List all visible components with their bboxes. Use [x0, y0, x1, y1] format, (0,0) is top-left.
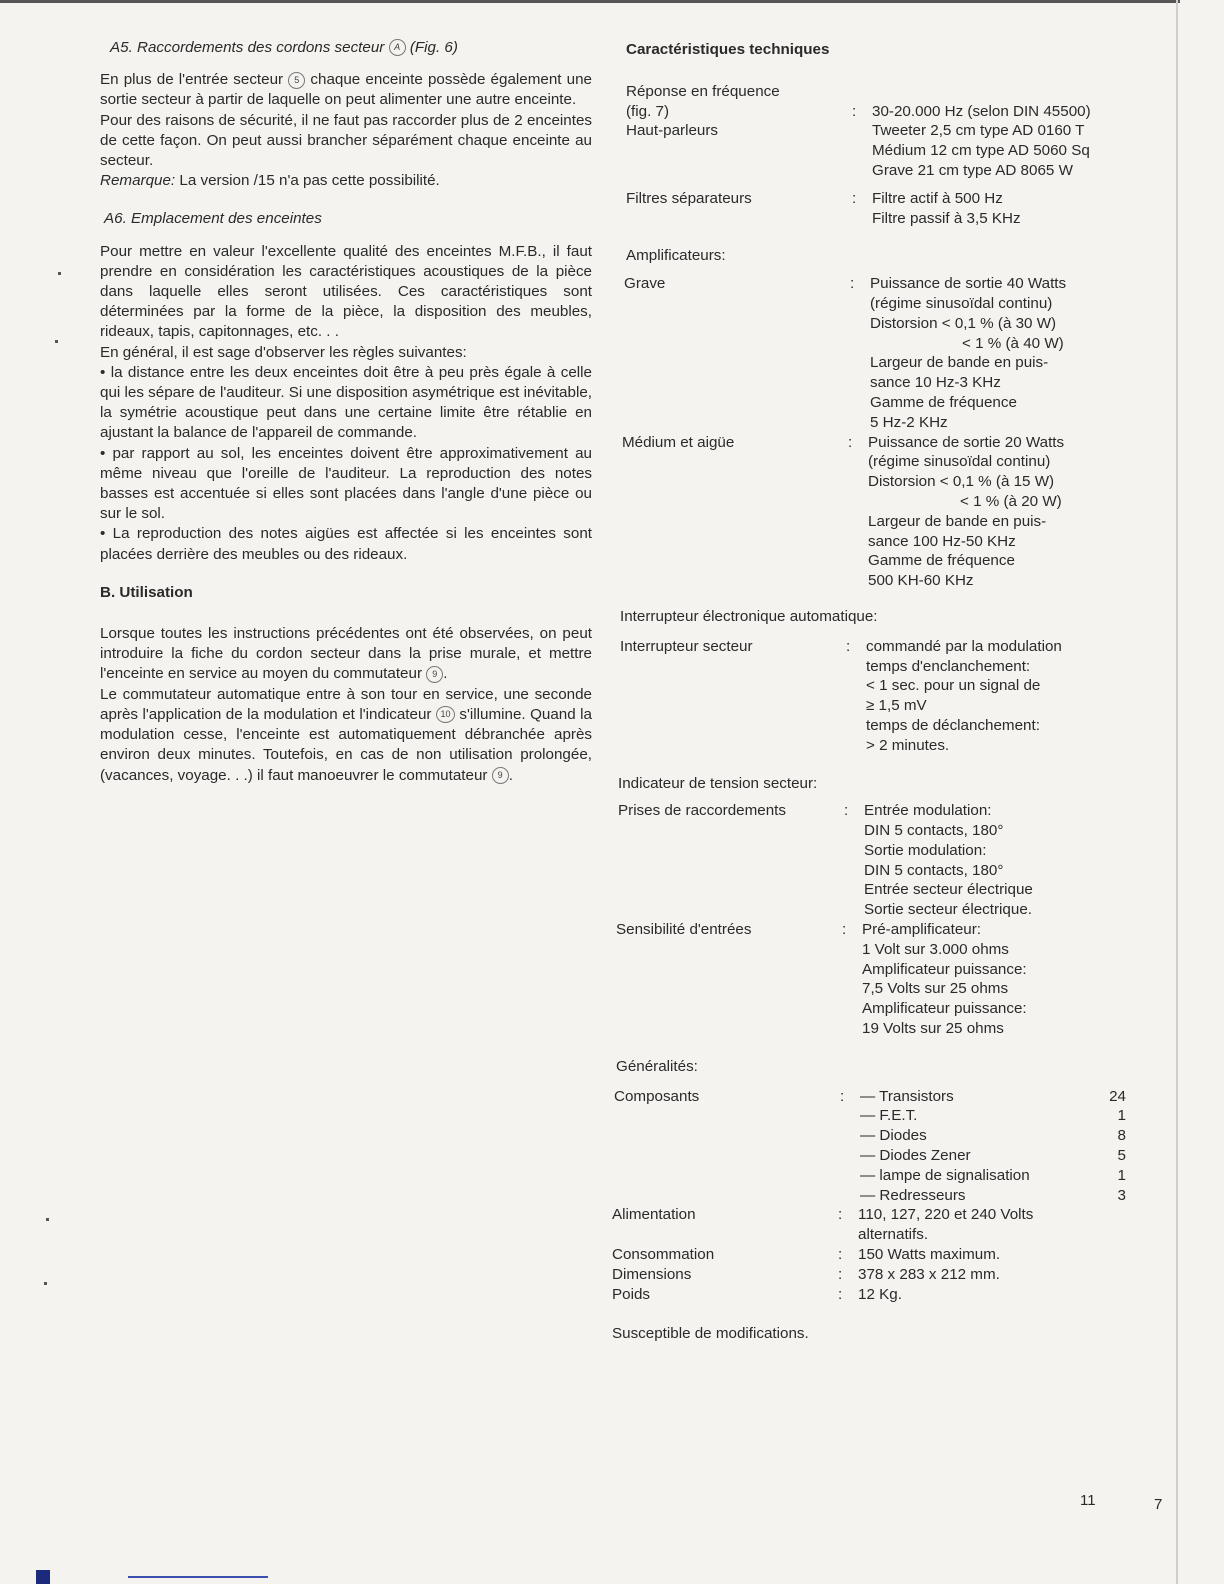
section-a6-title: A6. Emplacement des enceintes: [104, 210, 322, 228]
spec-label: Filtres séparateurs: [626, 189, 752, 207]
spec-colon: :: [844, 802, 849, 820]
spec-value: < 1 sec. pour un signal de: [866, 677, 1041, 695]
callout-marker: A: [389, 39, 406, 56]
page-top-border: [0, 0, 1180, 3]
spec-value: 5 Hz-2 KHz: [870, 413, 948, 431]
spec-colon: :: [848, 433, 853, 451]
spec-colon: :: [838, 1265, 843, 1283]
spec-value: (régime sinusoïdal continu): [870, 294, 1053, 312]
spec-value: < 1 % (à 20 W): [960, 492, 1062, 510]
spec-colon: :: [842, 921, 847, 939]
spec-sensitivity: [616, 920, 1122, 1039]
spec-colon: :: [852, 189, 857, 207]
callout-marker: 9: [426, 666, 443, 683]
spec-value: Distorsion < 0,1 % (à 30 W): [870, 314, 1057, 332]
spec-value: Puissance de sortie 20 Watts: [868, 433, 1065, 451]
spec-dimensions: [612, 1265, 1122, 1285]
spec-value: sance 10 Hz-3 KHz: [870, 374, 1001, 392]
spec-colon: :: [852, 102, 857, 120]
margin-mark: [55, 340, 58, 343]
spec-value: alternatifs.: [858, 1226, 929, 1244]
text: Lorsque toutes les instructions précédentes ont été observées, on peut introduire la fiche du cordon secteur dans la prise murale, et mettre l'enceinte en service au moyen du commutateur: [100, 625, 592, 683]
component-name: — Diodes: [860, 1127, 927, 1145]
spec-label: (fig. 7): [626, 102, 670, 120]
component-count: 3: [1117, 1186, 1126, 1204]
spec-grave: [624, 274, 1122, 432]
spec-value: 378 x 283 x 212 mm.: [858, 1265, 1000, 1283]
remark-label: Remarque:: [100, 172, 176, 190]
indicator-heading: Indicateur de tension secteur:: [618, 774, 818, 792]
spec-label: Réponse en fréquence: [626, 82, 780, 100]
page-right-edge: [1176, 0, 1178, 1584]
spec-value: sance 100 Hz-50 KHz: [868, 532, 1016, 550]
spec-value: Amplificateur puissance:: [862, 960, 1027, 978]
text: .: [508, 766, 513, 784]
margin-mark: [46, 1218, 49, 1221]
spec-value: (régime sinusoïdal continu): [868, 453, 1051, 471]
spec-value: 19 Volts sur 25 ohms: [862, 1020, 1004, 1038]
spec-label: Alimentation: [612, 1206, 696, 1224]
bullet-item: • par rapport au sol, les enceintes doivent être approximativement au même niveau que l'oreille de l'auditeur. La reproduction des notes basses est accentuée si elles sont placées dans l'angle d'une pièce ou sur le sol.: [100, 444, 592, 523]
spec-value: temps d'enclanchement:: [866, 657, 1031, 675]
spec-label: Grave: [624, 275, 666, 293]
spec-label: Sensibilité d'entrées: [616, 921, 752, 939]
figure-ref: (Fig. 6): [409, 39, 458, 56]
spec-label: Prises de raccordements: [618, 802, 786, 820]
spec-power: [612, 1205, 1122, 1245]
spec-value: ≥ 1,5 mV: [866, 697, 927, 715]
component-row: [860, 1166, 1126, 1186]
spec-colon: :: [850, 275, 855, 293]
spec-consumption: [612, 1245, 1122, 1265]
text: En plus de l'entrée secteur: [100, 71, 284, 89]
spec-value: Tweeter 2,5 cm type AD 0160 T: [872, 122, 1085, 140]
spec-value: 110, 127, 220 et 240 Volts: [858, 1206, 1034, 1224]
spec-value: Sortie secteur électrique.: [864, 901, 1032, 919]
right-column: [612, 40, 1126, 1344]
spec-label: Poids: [612, 1285, 650, 1303]
paragraph: Pour mettre en valeur l'excellente qualité des enceintes M.F.B., il faut prendre en considération les caractéristiques acoustiques de la pièce dans laquelle elles seront utilisées. Ces caractéristiques sont déterminées par la forme de la pièce, la disposition des meubles, rideaux, tapis, capitonnages, etc. . .: [100, 242, 592, 341]
spec-value: Distorsion < 0,1 % (à 15 W): [868, 473, 1055, 491]
spec-colon: :: [838, 1285, 843, 1303]
component-row: [860, 1087, 1126, 1107]
bullet-item: • la distance entre les deux enceintes doit être à peu près égale à celle qui les sépare de l'auditeur. Si une disposition asymétrique est inévitable, la symétrie acoustique peut dans une certaine limite être rétablie en ajustant la balance de l'appareil de commande.: [100, 363, 592, 442]
spec-label: Composants: [614, 1087, 700, 1105]
component-row: [860, 1186, 1126, 1206]
spec-label: Dimensions: [612, 1265, 692, 1283]
margin-mark: [44, 1282, 47, 1285]
left-column: [100, 38, 592, 786]
callout-marker: 9: [492, 767, 509, 784]
text: chaque enceinte possède également une sortie secteur à partir de laquelle on peut alimenter une autre enceinte.: [100, 71, 592, 109]
footer-note: Susceptible de modifications.: [612, 1325, 809, 1343]
general-heading: Généralités:: [616, 1057, 698, 1075]
spec-value: Grave 21 cm type AD 8065 W: [872, 161, 1073, 179]
component-name: — Diodes Zener: [860, 1147, 971, 1165]
spec-value: Largeur de bande en puis-: [870, 354, 1049, 372]
page-mark: 7: [1154, 1496, 1163, 1513]
paragraph: [100, 685, 592, 786]
spec-value: 7,5 Volts sur 25 ohms: [862, 980, 1009, 998]
spec-value: 12 Kg.: [858, 1285, 902, 1303]
spec-switch: [620, 637, 1122, 756]
callout-marker: 5: [288, 72, 305, 89]
page-bottom-mark: [128, 1576, 268, 1578]
spec-speakers: [626, 121, 1122, 180]
spec-value: 30-20.000 Hz (selon DIN 45500): [872, 102, 1091, 120]
spec-response: [626, 82, 1122, 122]
text: Le commutateur automatique entre à son tour en service, une seconde après l'application de la modulation et l'indicateur: [100, 685, 592, 723]
spec-value: DIN 5 contacts, 180°: [864, 861, 1004, 879]
section-a5-title-text: A5. Raccordements des cordons secteur: [110, 39, 385, 56]
paragraph: Pour des raisons de sécurité, il ne faut pas raccorder plus de 2 enceintes de cette façon. On peut aussi brancher séparément chaque enceinte au secteur.: [100, 111, 592, 170]
text: .: [443, 665, 448, 683]
component-count: 8: [1117, 1127, 1126, 1145]
page-corner-mark: [36, 1570, 50, 1584]
component-name: — F.E.T.: [860, 1107, 918, 1125]
spec-values: [872, 121, 1122, 180]
spec-value: commandé par la modulation: [866, 637, 1062, 655]
spec-value: 1 Volt sur 3.000 ohms: [862, 940, 1009, 958]
spec-value: temps de déclanchement:: [866, 716, 1040, 734]
callout-marker: 10: [436, 706, 455, 723]
component-count: 1: [1117, 1166, 1126, 1184]
component-row: [860, 1146, 1126, 1166]
spec-value: Largeur de bande en puis-: [868, 512, 1047, 530]
spec-label: Haut-parleurs: [626, 122, 719, 140]
spec-value: Pré-amplificateur:: [862, 921, 982, 939]
component-name: — Redresseurs: [860, 1186, 966, 1204]
paragraph: En général, il est sage d'observer les règles suivantes:: [100, 343, 467, 361]
component-name: — lampe de signalisation: [860, 1166, 1030, 1184]
spec-label: Médium et aigüe: [622, 433, 735, 451]
spec-value: 150 Watts maximum.: [858, 1246, 1001, 1264]
spec-value: Gamme de fréquence: [870, 393, 1017, 411]
spec-value: Filtre passif à 3,5 KHz: [872, 209, 1021, 227]
spec-value: Entrée modulation:: [864, 802, 992, 820]
component-count: 1: [1117, 1107, 1126, 1125]
component-name: — Transistors: [860, 1087, 954, 1105]
spec-value: > 2 minutes.: [866, 736, 950, 754]
spec-label: Interrupteur secteur: [620, 637, 753, 655]
spec-value: Entrée secteur électrique: [864, 881, 1033, 899]
spec-value: Gamme de fréquence: [868, 552, 1015, 570]
spec-label: Consommation: [612, 1246, 715, 1264]
specs-title: Caractéristiques techniques: [626, 41, 830, 58]
paragraph: [100, 70, 592, 110]
component-count: 24: [1109, 1087, 1126, 1105]
margin-mark: [58, 272, 61, 275]
spec-weight: [612, 1285, 1122, 1305]
bullet-item: • La reproduction des notes aigües est affectée si les enceintes sont placées derrière des meubles ou des rideaux.: [100, 525, 592, 563]
component-row: [860, 1106, 1126, 1126]
spec-value: Puissance de sortie 40 Watts: [870, 275, 1067, 293]
spec-colon: :: [846, 637, 851, 655]
text: s'illumine. Quand la modulation cesse, l'enceinte est automatiquement débranchée après environ deux minutes. Toutefois, en cas de non utilisation prolongée, (vacances, voyage. . .) il faut manoeuvrer le commutateur: [100, 705, 592, 784]
switch-heading: Interrupteur électronique automatique:: [620, 607, 878, 625]
spec-value: Amplificateur puissance:: [862, 1000, 1027, 1018]
spec-value: Médium 12 cm type AD 5060 Sq: [872, 142, 1090, 160]
spec-filters: [626, 189, 1122, 229]
spec-medium: [622, 433, 1122, 591]
spec-sockets: [618, 801, 1122, 920]
spec-colon: :: [840, 1087, 845, 1105]
component-row: [860, 1126, 1126, 1146]
page-number: 11: [1080, 1492, 1096, 1509]
remark-text: La version /15 n'a pas cette possibilité.: [179, 172, 440, 190]
spec-components: [614, 1087, 1126, 1206]
remark: [100, 171, 592, 191]
paragraph: [100, 624, 592, 685]
spec-value: DIN 5 contacts, 180°: [864, 822, 1004, 840]
spec-colon: :: [838, 1246, 843, 1264]
spec-value: 500 KH-60 KHz: [868, 572, 974, 590]
spec-value: Filtre actif à 500 Hz: [872, 189, 1003, 207]
spec-value: < 1 % (à 40 W): [962, 334, 1064, 352]
amps-heading: Amplificateurs:: [626, 247, 726, 265]
section-b-title: B. Utilisation: [100, 583, 193, 601]
component-count: 5: [1117, 1147, 1126, 1165]
spec-colon: :: [838, 1206, 843, 1224]
spec-value: Sortie modulation:: [864, 841, 987, 859]
section-a5-title: [110, 38, 592, 58]
